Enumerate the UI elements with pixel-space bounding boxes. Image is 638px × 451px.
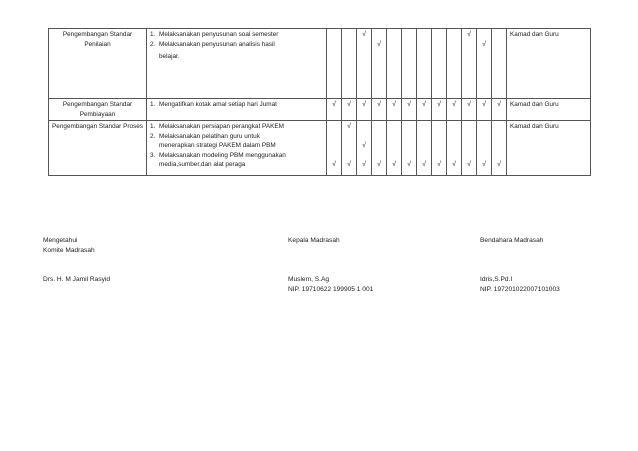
check-cell: √ √ [357, 121, 372, 176]
check-cell: √ √ [342, 121, 357, 176]
signature-title: Bendahara Madrasah [480, 237, 544, 244]
standard-cell: Pengembangan Standar Penilaian [49, 29, 147, 99]
check-cell: √ [432, 99, 447, 121]
table-row [49, 29, 591, 99]
table-row [49, 121, 591, 176]
check-cell: √ [417, 121, 432, 176]
check-cell: √ [492, 121, 507, 176]
check-cell: √ [462, 121, 477, 176]
standard-cell: Pengembangan Standar Pembiayaan [49, 99, 147, 121]
table-row [49, 99, 591, 121]
check-cell [327, 29, 342, 99]
check-cell: √ [327, 99, 342, 121]
activity-item: 2. Melaksanakan penyusunan analisis hasil belajar. [150, 40, 275, 60]
check-cell: √ [372, 121, 387, 176]
check-cell: √ [462, 29, 477, 99]
check-cell: √ [357, 29, 372, 99]
check-cell: √ [477, 29, 492, 99]
check-cell: √ [372, 29, 387, 99]
responsible-cell: Kamad dan Guru [507, 99, 591, 121]
check-cell: √ [402, 99, 417, 121]
check-cell: √ [417, 99, 432, 121]
check-cell: √ [462, 99, 477, 121]
check-cell: √ [387, 99, 402, 121]
activity-item: 1. Mengatifkan kotak amal setiap hari Jumat [150, 101, 277, 108]
signature-title: Kepala Madrasah [288, 237, 340, 244]
check-cell: √ [387, 121, 402, 176]
check-cell: √ [342, 99, 357, 121]
activity-table [48, 28, 591, 176]
signature-name: Idris,S.Pd.I [480, 276, 513, 283]
activity-item: 1. Melaksanakan persiapan perangkat PAKEM [150, 123, 284, 130]
check-cell: √ [327, 121, 342, 176]
activity-item: 1. Melaksanakan penyusunan soal semester [150, 31, 279, 38]
check-cell: √ [447, 99, 462, 121]
signature-title: Komite Madrasah [43, 247, 95, 254]
check-cell: √ [432, 121, 447, 176]
standard-cell: Pengembangan Standar Proses [49, 121, 147, 176]
check-cell: √ [372, 99, 387, 121]
signature-headmaster [288, 236, 373, 295]
check-cell [447, 29, 462, 99]
signature-name: Muslem, S.Ag [288, 276, 330, 283]
signature-committee [43, 236, 110, 285]
activities-cell [147, 29, 327, 99]
activities-cell [147, 121, 327, 176]
signature-nip: NIP. 197201022007101003 [480, 286, 560, 293]
signature-name: Drs. H. M Jamil Rasyid [43, 276, 111, 283]
check-cell [387, 29, 402, 99]
activities-cell [147, 99, 327, 121]
check-cell: √ [477, 121, 492, 176]
check-cell [492, 29, 507, 99]
check-cell [432, 29, 447, 99]
check-cell: √ [357, 99, 372, 121]
check-cell: √ [477, 99, 492, 121]
signature-treasurer [480, 236, 560, 295]
check-cell: √ [402, 121, 417, 176]
activity-item: 3. Melaksanakan modeling PBM menggunakan media,sumber,dan alat peraga [150, 151, 286, 168]
check-cell [417, 29, 432, 99]
signature-label: Mengetahui [43, 237, 78, 244]
responsible-cell: Kamad dan Guru [507, 121, 591, 176]
check-cell: √ [447, 121, 462, 176]
check-cell [402, 29, 417, 99]
activity-item: 2. Melaksanakan pelatihan guru untuk menerapkan strategi PAKEM dalam PBM [150, 132, 276, 149]
check-cell: √ [492, 99, 507, 121]
responsible-cell: Kamad dan Guru [507, 29, 591, 99]
check-cell [342, 29, 357, 99]
signature-nip: NIP. 19710622 199905 1 001 [288, 286, 374, 293]
